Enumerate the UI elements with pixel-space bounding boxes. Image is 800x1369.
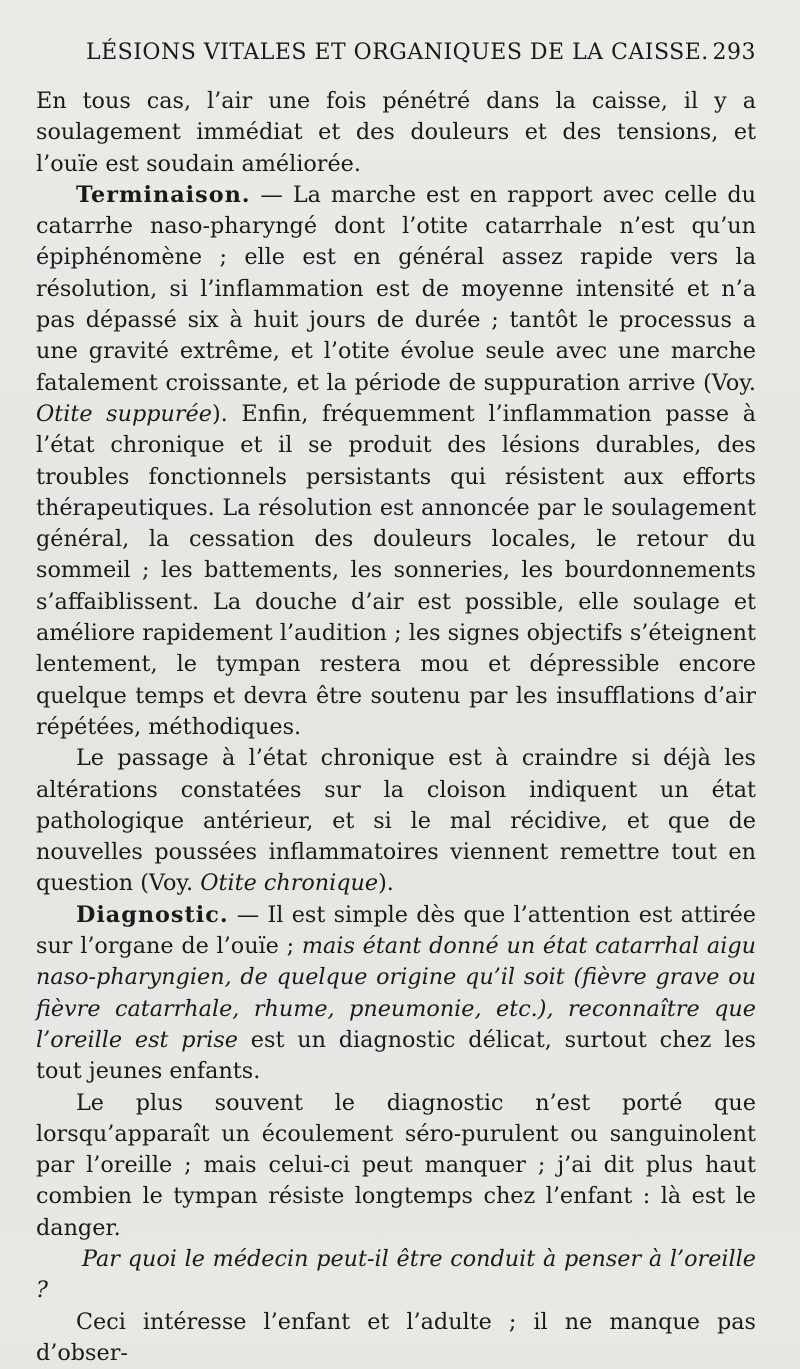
- header-title: LÉSIONS VITALES ET ORGANIQUES DE LA CAISSE.: [86, 40, 709, 65]
- paragraph-text: Le passage à l’état chronique est à craindre si déjà les altérations constatées sur la cloison indiquent un état pathologique antérieur, et si le mal récidive, et que de nouvelles poussées inflammatoires viennent remettre tout en question (Voy.: [36, 745, 756, 897]
- paragraph-chronic: [36, 743, 756, 899]
- paragraph-text: ). Enfin, fréquemment l’inflammation passe à l’état chronique et il se produit des lésions durables, des troubles fonctionnels persistants qui résistent aux efforts thérapeutiques. La résolution est annoncée par le soulagement général, la cessation des douleurs locales, le retour du sommeil ; les battements, les sonneries, les bourdonnements s’affaiblissent. La douche d’air est possible, elle soulage et améliore rapidement l’audition ; les signes objectifs s’éteignent lentement, le tympan restera mou et dépressible encore quelque temps et devra être soutenu par les insufflations d’air répétées, méthodiques.: [36, 400, 757, 740]
- section-heading-diagnosis: Diagnostic.: [76, 901, 229, 928]
- section-heading-termination: Terminaison.: [76, 181, 251, 208]
- page-number: 293: [712, 40, 756, 65]
- italic-question: Par quoi le médecin peut-il être conduit à penser à l’oreille ?: [36, 1245, 756, 1304]
- paragraph-text: est un diagnostic délicat, surtout chez les tout jeunes enfants.: [36, 1026, 756, 1085]
- paragraph-termination: [36, 180, 756, 743]
- cross-reference: Otite suppurée: [36, 400, 212, 427]
- cross-reference: Otite chronique: [200, 870, 379, 897]
- paragraph-text: ).: [378, 870, 394, 897]
- paragraph-1: En tous cas, l’air une fois pénétré dans la caisse, il y a soulagement immédiat et des douleurs et des tensions, et l’ouïe est soudain améliorée.: [36, 88, 756, 177]
- paragraph-diagnosis: [36, 900, 756, 1088]
- paragraph-7: Ceci intéresse l’enfant et l’adulte ; il ne manque pas d’obser-: [36, 1308, 756, 1366]
- paragraph-5: Le plus souvent le diagnostic n’est porté que lorsqu’apparaît un écoulement séro-purulent ou sanguinolent par l’oreille ; mais celui-ci peut manquer ; j’ai dit plus haut combien le tympan résiste longtemps chez l’enfant : là est le danger.: [36, 1089, 756, 1241]
- paragraph-text: — Il est simple dès que l’attention est attirée sur l’organe de l’ouïe ;: [36, 901, 756, 960]
- paragraph-text: — La marche est en rapport avec celle du catarrhe naso-pharyngé dont l’otite catarrhale n’est qu’un épiphénomène ; elle est en général assez rapide vers la résolution, si l’inflammation est de moyenne intensité et n’a pas dépassé six à huit jours de durée ; tantôt le processus a une gravité extrême, et l’otite évolue seule avec une marche fatalement croissante, et la période de suppuration arrive (Voy.: [36, 181, 756, 396]
- page-body: [36, 86, 756, 1369]
- emphasized-text: mais étant donné un état catarrhal aigu naso-pharyngien, de quelque origine qu’il soit (fièvre grave ou fièvre catarrhale, rhume, pneumonie, etc.), reconnaître que l’oreille est prise: [36, 933, 756, 1053]
